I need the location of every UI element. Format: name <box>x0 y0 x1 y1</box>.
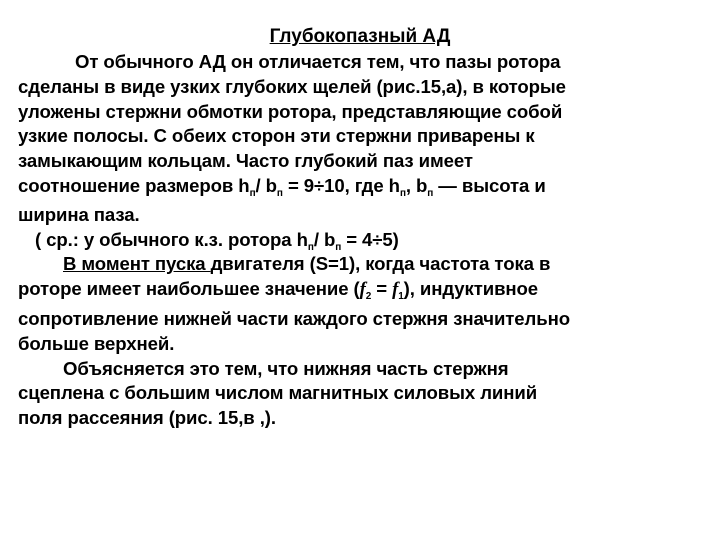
definition-subscript-b: п <box>427 187 434 199</box>
freq-text-2: = <box>371 278 393 300</box>
ratio-text-4: , b <box>405 174 428 196</box>
comparison-subscript-h: п <box>307 241 314 253</box>
paragraph2-line3: сопротивление нижней части каждого стержня значительно <box>18 307 570 329</box>
comparison-text-2: / b <box>313 228 336 250</box>
ratio-text-2: / b <box>255 174 277 196</box>
freq-text-1: роторе имеет наибольшее значение ( <box>18 278 360 300</box>
body-text <box>18 50 708 431</box>
definition-subscript-h: п <box>399 187 406 199</box>
paragraph1-line2: сделаны в виде узких глубоких щелей (рис.15,а), в которые <box>18 75 566 97</box>
paragraph2-line4: больше верхней. <box>18 332 175 354</box>
ratio-text-3: = 9÷10, где h <box>282 174 400 196</box>
paragraph1-line6 <box>18 174 708 199</box>
paragraph1-line5: замыкающим кольцам. Часто глубокий паз имеет <box>18 150 473 172</box>
freq-text-3: ), индуктивное <box>403 278 539 300</box>
freq-subscript-2: 2 <box>365 291 372 303</box>
paragraph1-line7: ширина паза. <box>18 203 140 225</box>
paragraph1-line4: узкие полосы. С обеих сторон эти стержни приварены к <box>18 125 535 147</box>
freq-subscript-1: 1 <box>398 291 404 303</box>
paragraph3-line3: поля рассеяния (рис. 15,в ,). <box>18 407 276 429</box>
ratio-text-5: — высота и <box>433 174 546 196</box>
freq-symbol-f2: f <box>359 279 366 301</box>
paragraph1-line3: уложены стержни обмотки ротора, представляющие собой <box>18 100 563 122</box>
freq-symbol-f1: f <box>392 279 399 301</box>
paragraph2-line2 <box>18 277 708 303</box>
comparison-text-1: ( ср.: у обычного к.з. ротора h <box>35 228 308 250</box>
comparison-text-3: = 4÷5) <box>341 228 399 250</box>
paragraph1-line1: От обычного АД он отличается тем, что пазы ротора <box>75 51 561 72</box>
comparison-line <box>18 228 708 253</box>
paragraph2-line1 <box>18 252 708 277</box>
comparison-subscript-b: п <box>335 241 342 253</box>
paragraph2-line1-rest: двигателя (S=1), когда частота тока в <box>210 253 551 275</box>
startup-emphasis: В момент пуска <box>63 253 211 275</box>
paragraph3-line2: сцеплена с большим числом магнитных силовых линий <box>18 382 538 404</box>
ratio-subscript-b: п <box>276 187 283 199</box>
ratio-text-1: соотношение размеров h <box>18 174 250 196</box>
page-title: Глубокопазный АД <box>269 26 451 47</box>
paragraph3-line1: Объясняется это тем, что нижняя часть стержня <box>63 357 509 379</box>
ratio-subscript-h: п <box>249 187 256 199</box>
